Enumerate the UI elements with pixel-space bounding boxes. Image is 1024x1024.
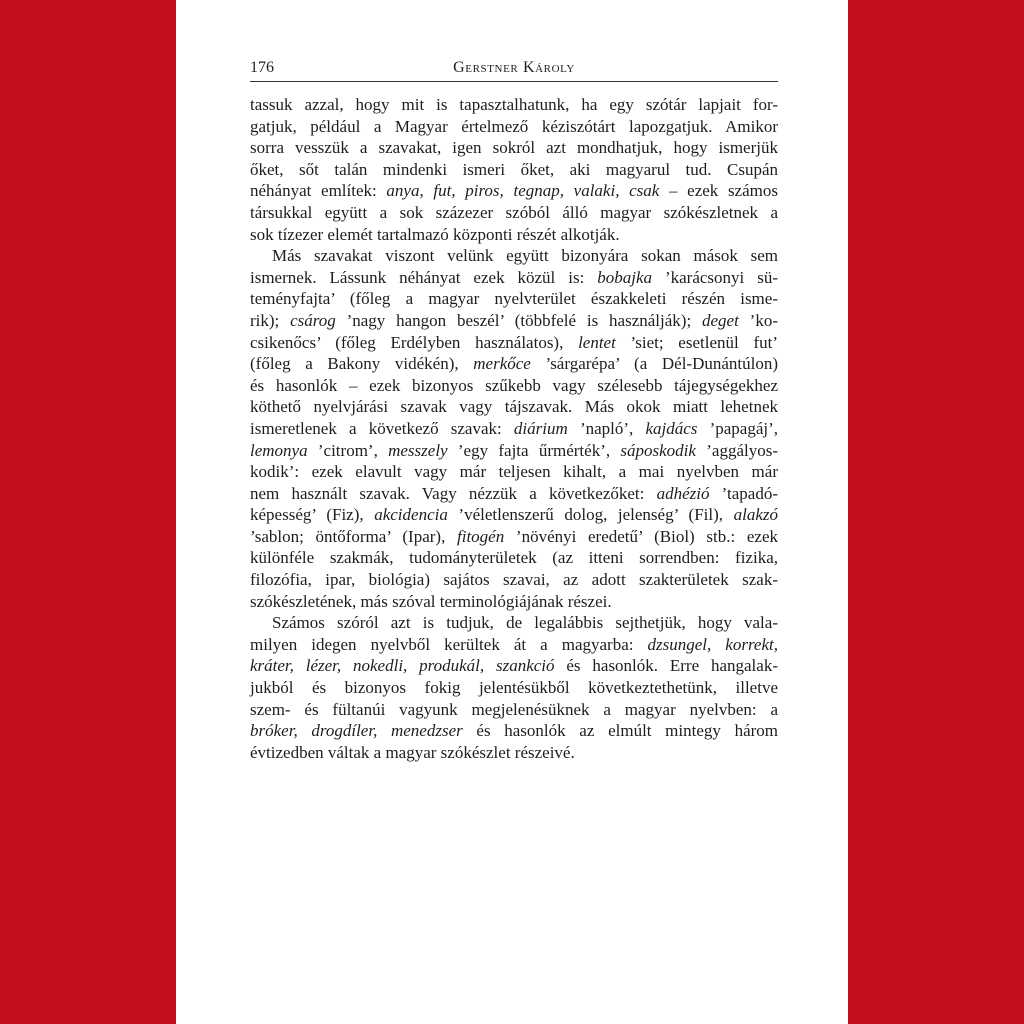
text-line <box>250 720 778 742</box>
text-run: köthető nyelvjárási szavak vagy tájszavak. Más okok miatt lehetnek <box>250 397 778 417</box>
paragraph <box>250 245 778 612</box>
text-line <box>250 591 778 613</box>
text-run: milyen idegen nyelvből kerültek át a magyarba: <box>250 634 648 654</box>
italic-term: kráter, lézer, nokedli, produkál, szankció <box>250 656 555 676</box>
text-run: és hasonlók. Erre hangalak- <box>554 656 778 676</box>
italic-term: lemonya <box>250 440 308 460</box>
book-page <box>176 0 848 1024</box>
text-run: ’sablon; öntőforma’ (Ipar), <box>250 526 458 546</box>
text-run: ’papagáj’, <box>697 418 778 438</box>
text-run: szókészletének, más szóval terminológiájának részei. <box>250 591 612 611</box>
text-line <box>250 245 778 267</box>
italic-term: diárium <box>513 418 568 438</box>
paragraph <box>250 94 778 245</box>
text-line <box>250 504 778 526</box>
text-line <box>250 94 778 116</box>
paragraph <box>250 612 778 763</box>
text-line <box>250 137 778 159</box>
text-run: ’tapadó- <box>709 483 778 503</box>
text-run: sok tízezer elemét tartalmazó központi részét alkotják. <box>250 224 620 244</box>
text-run: ’véletlenszerű dolog, jelenség’ (Fil), <box>447 505 734 525</box>
italic-term: bróker, drogdíler, menedzser <box>250 721 463 741</box>
right-red-band <box>848 0 1024 1024</box>
italic-term: merkőce <box>473 354 531 374</box>
text-line <box>250 288 778 310</box>
text-run: filozófia, ipar, biológia) sajátos szavai, az adott szakterületek szak- <box>250 570 778 590</box>
text-run: teményfajta’ (főleg a magyar nyelvterület északkeleti részén isme- <box>250 289 778 309</box>
left-red-band <box>0 0 176 1024</box>
running-head-author: Gerstner Károly <box>453 59 575 76</box>
text-run: ’napló’, <box>567 418 646 438</box>
italic-term: dzsungel, korrekt, <box>647 634 778 654</box>
text-run: ’növényi eredetű’ (Biol) stb.: ezek <box>504 526 779 546</box>
text-run: ismernek. Lássunk néhányat ezek közül is: <box>250 267 598 287</box>
italic-term: sáposkodik <box>620 440 696 460</box>
text-line <box>250 742 778 764</box>
text-line <box>250 461 778 483</box>
text-run: kodik’: ezek elavult vagy már teljesen kihalt, a mai nyelvben már <box>250 462 778 482</box>
text-run: ’citrom’, <box>307 440 389 460</box>
text-line <box>250 116 778 138</box>
page-header <box>250 55 778 82</box>
text-line <box>250 677 778 699</box>
text-line <box>250 353 778 375</box>
text-run: különféle szakmák, tudományterületek (az itteni sorrendben: fizika, <box>250 548 778 568</box>
text-line <box>250 483 778 505</box>
text-run: sorra vesszük a szavakat, igen sokról azt mondhatjuk, hogy ismerjük <box>250 138 778 158</box>
text-line <box>250 159 778 181</box>
italic-term: kajdács <box>645 418 698 438</box>
text-line <box>250 526 778 548</box>
text-line <box>250 699 778 721</box>
text-run: csikenőcs’ (főleg Erdélyben használatos), <box>250 332 579 352</box>
italic-term: alakzó <box>733 505 778 525</box>
text-line <box>250 332 778 354</box>
text-line <box>250 569 778 591</box>
text-run: ’karácsonyi sü- <box>652 267 778 287</box>
italic-term: fitogén <box>457 526 505 546</box>
text-line <box>250 267 778 289</box>
text-run: néhányat említek: <box>250 181 387 201</box>
text-line <box>250 547 778 569</box>
text-run: évtizedben váltak a magyar szókészlet részeivé. <box>250 742 575 762</box>
text-run: (főleg a Bakony vidékén), <box>250 354 474 374</box>
text-run: képesség’ (Fiz), <box>250 505 375 525</box>
text-run: jukból és bizonyos fokig jelentésükből következtethetünk, illetve <box>250 678 778 698</box>
italic-term: adhézió <box>656 483 710 503</box>
text-run: rik); <box>250 310 291 330</box>
text-line <box>250 310 778 332</box>
text-line <box>250 440 778 462</box>
italic-term: deget <box>702 310 739 330</box>
text-line <box>250 418 778 440</box>
text-run: ’siet; esetlenül fut’ <box>615 332 778 352</box>
italic-term: messzely <box>388 440 448 460</box>
text-line <box>250 655 778 677</box>
italic-term: lentet <box>578 332 616 352</box>
italic-term: akcidencia <box>374 505 448 525</box>
text-line <box>250 202 778 224</box>
text-run: ’ko- <box>738 310 778 330</box>
text-run: és hasonlók – ezek bizonyos szűkebb vagy szélesebb tájegységekhez <box>250 375 778 395</box>
text-run: tassuk azzal, hogy mit is tapasztalhatunk, ha egy szótár lapjait for- <box>250 95 778 114</box>
text-run: szem- és fültanúi vagyunk megjelenésüknek a magyar nyelvben: a <box>250 699 778 719</box>
italic-term: bobajka <box>597 267 653 287</box>
text-line <box>250 612 778 634</box>
text-run: Számos szóról azt is tudjuk, de legalábbis sejthetjük, hogy vala- <box>272 613 778 633</box>
text-run: őket, sőt talán mindenki ismeri őket, aki magyarul tud. Csupán <box>250 159 778 179</box>
text-run: társukkal együtt a sok százezer szóból álló magyar szókészletnek a <box>250 202 778 222</box>
body-text <box>250 94 778 763</box>
text-line <box>250 224 778 246</box>
text-run: ’nagy hangon beszél’ (többfelé is használják); <box>335 310 703 330</box>
text-run: Más szavakat viszont velünk együtt bizonyára sokan mások sem <box>272 246 778 266</box>
text-line <box>250 396 778 418</box>
text-run: ismeretlenek a következő szavak: <box>250 418 514 438</box>
text-run: gatjuk, például a Magyar értelmező kéziszótárt lapozgatjuk. Amikor <box>250 116 778 136</box>
text-line <box>250 634 778 656</box>
text-run: ’aggályos- <box>695 440 778 460</box>
text-run: ’egy fajta űrmérték’, <box>447 440 621 460</box>
text-run: ’sárgarépa’ (a Dél-Dunántúlon) <box>530 354 779 374</box>
text-run: és hasonlók az elmúlt mintegy három <box>462 721 778 741</box>
italic-term: anya, fut, piros, tegnap, valaki, csak <box>386 181 660 201</box>
text-run: – ezek számos <box>659 181 778 201</box>
page-number: 176 <box>250 59 274 76</box>
text-line <box>250 180 778 202</box>
text-run: nem használt szavak. Vagy nézzük a következőket: <box>250 483 657 503</box>
italic-term: csárog <box>290 310 336 330</box>
text-line <box>250 375 778 397</box>
